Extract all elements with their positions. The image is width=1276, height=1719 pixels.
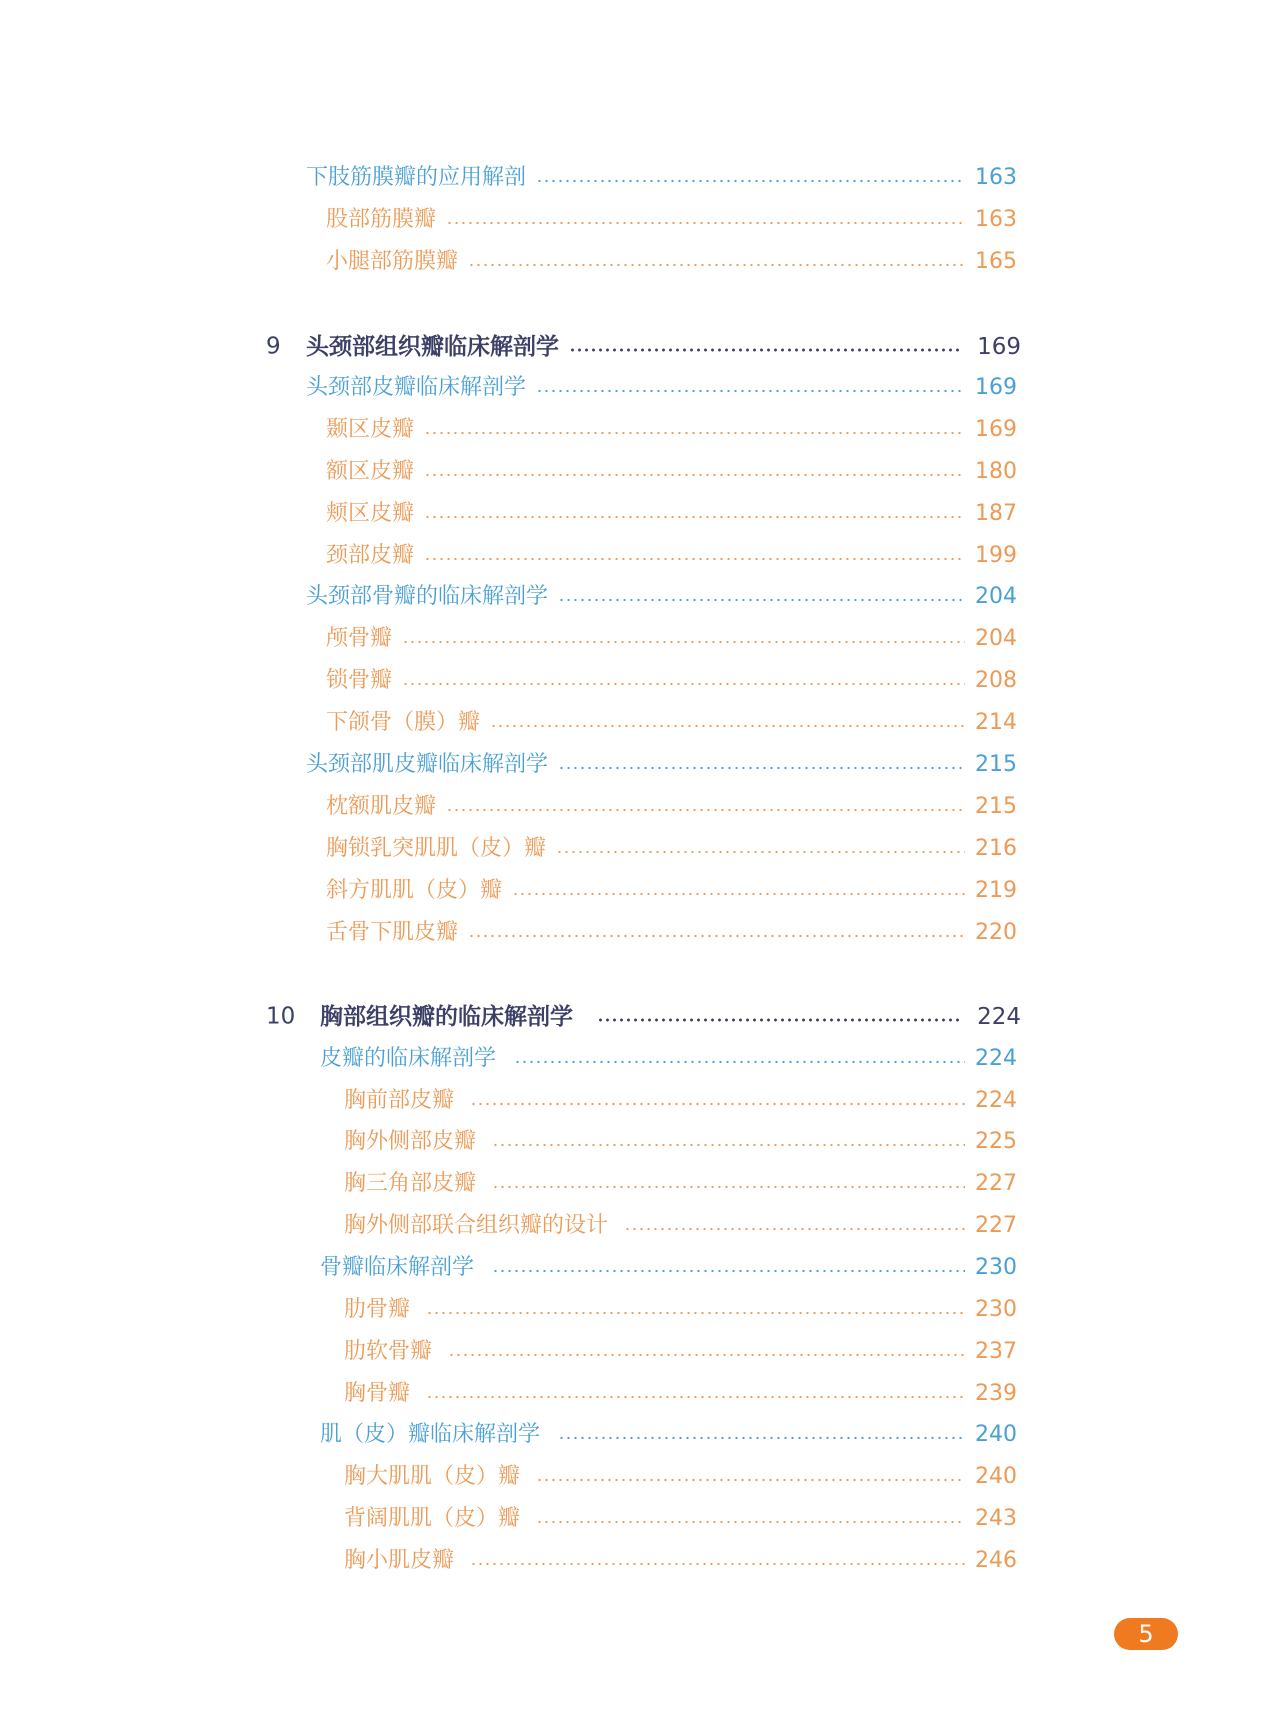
toc-sub-row[interactable] bbox=[0, 832, 1276, 866]
toc-page-number: 215 bbox=[975, 794, 1017, 819]
toc-page-number: 220 bbox=[975, 920, 1017, 945]
toc-sub-title: 颊区皮瓣 bbox=[326, 501, 415, 526]
toc-sub-title: 额区皮瓣 bbox=[326, 459, 415, 484]
dot-leader bbox=[402, 640, 965, 644]
toc-sub-row[interactable] bbox=[0, 245, 1276, 279]
toc-page-number: 240 bbox=[975, 1464, 1017, 1489]
toc-page-number: 224 bbox=[975, 1088, 1017, 1113]
toc-sub-title: 肋软骨瓣 bbox=[344, 1339, 433, 1364]
toc-sub-row[interactable] bbox=[0, 874, 1276, 908]
toc-sub-row[interactable] bbox=[0, 1125, 1276, 1159]
toc-chapter-title: 胸部组织瓣的临床解剖学 bbox=[320, 1003, 573, 1030]
toc-sub-title: 颞区皮瓣 bbox=[326, 417, 415, 442]
toc-sub-row[interactable] bbox=[0, 1335, 1276, 1369]
toc-sub-row[interactable] bbox=[0, 413, 1276, 447]
dot-leader bbox=[424, 515, 965, 519]
toc-page-number: 180 bbox=[975, 459, 1017, 484]
toc-page-number: 214 bbox=[975, 710, 1017, 735]
toc-sub-row[interactable] bbox=[0, 1544, 1276, 1578]
toc-sub-title: 舌骨下肌皮瓣 bbox=[326, 920, 459, 945]
page-number-badge: 5 bbox=[1114, 1618, 1178, 1650]
dot-leader bbox=[556, 850, 965, 854]
dot-leader bbox=[470, 1562, 965, 1566]
toc-section-row[interactable] bbox=[0, 580, 1276, 614]
toc-page-number: 225 bbox=[975, 1129, 1017, 1154]
toc-sub-row[interactable] bbox=[0, 706, 1276, 740]
dot-leader bbox=[426, 1311, 965, 1315]
toc-page-number: 187 bbox=[975, 501, 1017, 526]
toc-section-row[interactable] bbox=[0, 748, 1276, 782]
toc-section-title: 头颈部骨瓣的临床解剖学 bbox=[306, 584, 549, 609]
toc-sub-row[interactable] bbox=[0, 664, 1276, 698]
dot-leader bbox=[514, 1060, 965, 1064]
dot-leader bbox=[536, 1478, 965, 1482]
toc-sub-title: 颈部皮瓣 bbox=[326, 543, 415, 568]
toc-sub-title: 胸小肌皮瓣 bbox=[344, 1548, 455, 1573]
toc-section-row[interactable] bbox=[0, 1418, 1276, 1452]
toc-sub-title: 股部筋膜瓣 bbox=[326, 207, 437, 232]
dot-leader bbox=[536, 389, 965, 393]
toc-section-title: 头颈部肌皮瓣临床解剖学 bbox=[306, 752, 549, 777]
toc-sub-title: 枕额肌皮瓣 bbox=[326, 794, 437, 819]
toc-page-number: 165 bbox=[975, 249, 1017, 274]
toc-page-number: 239 bbox=[975, 1381, 1017, 1406]
toc-sub-row[interactable] bbox=[0, 1460, 1276, 1494]
toc-sub-title: 胸骨瓣 bbox=[344, 1381, 411, 1406]
dot-leader bbox=[490, 724, 965, 728]
toc-sub-title: 胸前部皮瓣 bbox=[344, 1088, 455, 1113]
toc-chapter-row[interactable] bbox=[0, 330, 1276, 364]
toc-section-title: 头颈部皮瓣临床解剖学 bbox=[306, 375, 527, 400]
toc-section-title: 皮瓣的临床解剖学 bbox=[320, 1046, 497, 1071]
toc-page-number: 230 bbox=[975, 1255, 1017, 1280]
dot-leader bbox=[624, 1227, 965, 1231]
toc-sub-title: 颅骨瓣 bbox=[326, 626, 393, 651]
dot-leader bbox=[558, 598, 965, 602]
dot-leader bbox=[468, 263, 965, 267]
toc-chapter-title: 头颈部组织瓣临床解剖学 bbox=[306, 333, 559, 360]
toc-page-number: 204 bbox=[975, 626, 1017, 651]
toc-sub-row[interactable] bbox=[0, 1502, 1276, 1536]
toc-page-number: 169 bbox=[977, 333, 1021, 360]
toc-sub-row[interactable] bbox=[0, 1084, 1276, 1118]
dot-leader bbox=[446, 221, 965, 225]
toc-sub-row[interactable] bbox=[0, 1209, 1276, 1243]
toc-section-title: 肌（皮）瓣临床解剖学 bbox=[320, 1422, 541, 1447]
toc-sub-title: 小腿部筋膜瓣 bbox=[326, 249, 459, 274]
toc-page-number: 199 bbox=[975, 543, 1017, 568]
toc-page-number: 224 bbox=[977, 1003, 1021, 1030]
toc-sub-row[interactable] bbox=[0, 622, 1276, 656]
toc-chapter-row[interactable] bbox=[0, 1000, 1276, 1034]
toc-sub-title: 锁骨瓣 bbox=[326, 668, 393, 693]
toc-sub-title: 胸外侧部皮瓣 bbox=[344, 1129, 477, 1154]
toc-page-number: 216 bbox=[975, 836, 1017, 861]
toc-section-row[interactable] bbox=[0, 1251, 1276, 1285]
toc-page-number: 163 bbox=[975, 165, 1017, 190]
toc-page-number: 227 bbox=[975, 1213, 1017, 1238]
dot-leader bbox=[569, 348, 961, 352]
toc-sub-row[interactable] bbox=[0, 790, 1276, 824]
toc-sub-row[interactable] bbox=[0, 455, 1276, 489]
toc-section-row[interactable] bbox=[0, 1042, 1276, 1076]
toc-sub-title: 胸锁乳突肌肌（皮）瓣 bbox=[326, 836, 547, 861]
toc-page-number: 246 bbox=[975, 1548, 1017, 1573]
toc-sub-row[interactable] bbox=[0, 1293, 1276, 1327]
toc-section-title: 下肢筋膜瓣的应用解剖 bbox=[306, 165, 527, 190]
toc-section-title: 骨瓣临床解剖学 bbox=[320, 1255, 475, 1280]
dot-leader bbox=[597, 1018, 961, 1022]
toc-sub-title: 肋骨瓣 bbox=[344, 1297, 411, 1322]
dot-leader bbox=[558, 766, 965, 770]
toc-page-number: 230 bbox=[975, 1297, 1017, 1322]
dot-leader bbox=[512, 892, 965, 896]
dot-leader bbox=[402, 682, 965, 686]
dot-leader bbox=[424, 473, 965, 477]
toc-page-number: 169 bbox=[975, 375, 1017, 400]
toc-sub-row[interactable] bbox=[0, 916, 1276, 950]
toc-page-number: 237 bbox=[975, 1339, 1017, 1364]
toc-sub-title: 胸三角部皮瓣 bbox=[344, 1171, 477, 1196]
toc-page-number: 243 bbox=[975, 1506, 1017, 1531]
toc-page-number: 215 bbox=[975, 752, 1017, 777]
toc-sub-row[interactable] bbox=[0, 497, 1276, 531]
dot-leader bbox=[492, 1143, 965, 1147]
toc-page-number: 224 bbox=[975, 1046, 1017, 1071]
dot-leader bbox=[558, 1436, 965, 1440]
toc-section-row[interactable] bbox=[0, 161, 1276, 195]
toc-page-number: 163 bbox=[975, 207, 1017, 232]
dot-leader bbox=[424, 557, 965, 561]
toc-sub-row[interactable] bbox=[0, 539, 1276, 573]
toc-sub-title: 背阔肌肌（皮）瓣 bbox=[344, 1506, 521, 1531]
dot-leader bbox=[536, 1520, 965, 1524]
toc-sub-title: 胸外侧部联合组织瓣的设计 bbox=[344, 1213, 609, 1238]
chapter-number: 10 bbox=[266, 1003, 296, 1030]
toc-sub-row[interactable] bbox=[0, 1167, 1276, 1201]
toc-page-number: 219 bbox=[975, 878, 1017, 903]
dot-leader bbox=[468, 934, 965, 938]
dot-leader bbox=[424, 431, 965, 435]
dot-leader bbox=[492, 1185, 965, 1189]
toc-sub-title: 下颌骨（膜）瓣 bbox=[326, 710, 481, 735]
toc-sub-title: 胸大肌肌（皮）瓣 bbox=[344, 1464, 521, 1489]
dot-leader bbox=[536, 179, 965, 183]
chapter-number: 9 bbox=[266, 333, 281, 360]
toc-page-number: 227 bbox=[975, 1171, 1017, 1196]
dot-leader bbox=[492, 1269, 965, 1273]
toc-page-number: 169 bbox=[975, 417, 1017, 442]
toc-page-number: 240 bbox=[975, 1422, 1017, 1447]
toc-page-number: 204 bbox=[975, 584, 1017, 609]
toc-page-number: 208 bbox=[975, 668, 1017, 693]
toc-sub-title: 斜方肌肌（皮）瓣 bbox=[326, 878, 503, 903]
dot-leader bbox=[448, 1353, 965, 1357]
toc-sub-row[interactable] bbox=[0, 203, 1276, 237]
toc-sub-row[interactable] bbox=[0, 1377, 1276, 1411]
dot-leader bbox=[446, 808, 965, 812]
toc-section-row[interactable] bbox=[0, 371, 1276, 405]
dot-leader bbox=[426, 1395, 965, 1399]
dot-leader bbox=[470, 1102, 965, 1106]
